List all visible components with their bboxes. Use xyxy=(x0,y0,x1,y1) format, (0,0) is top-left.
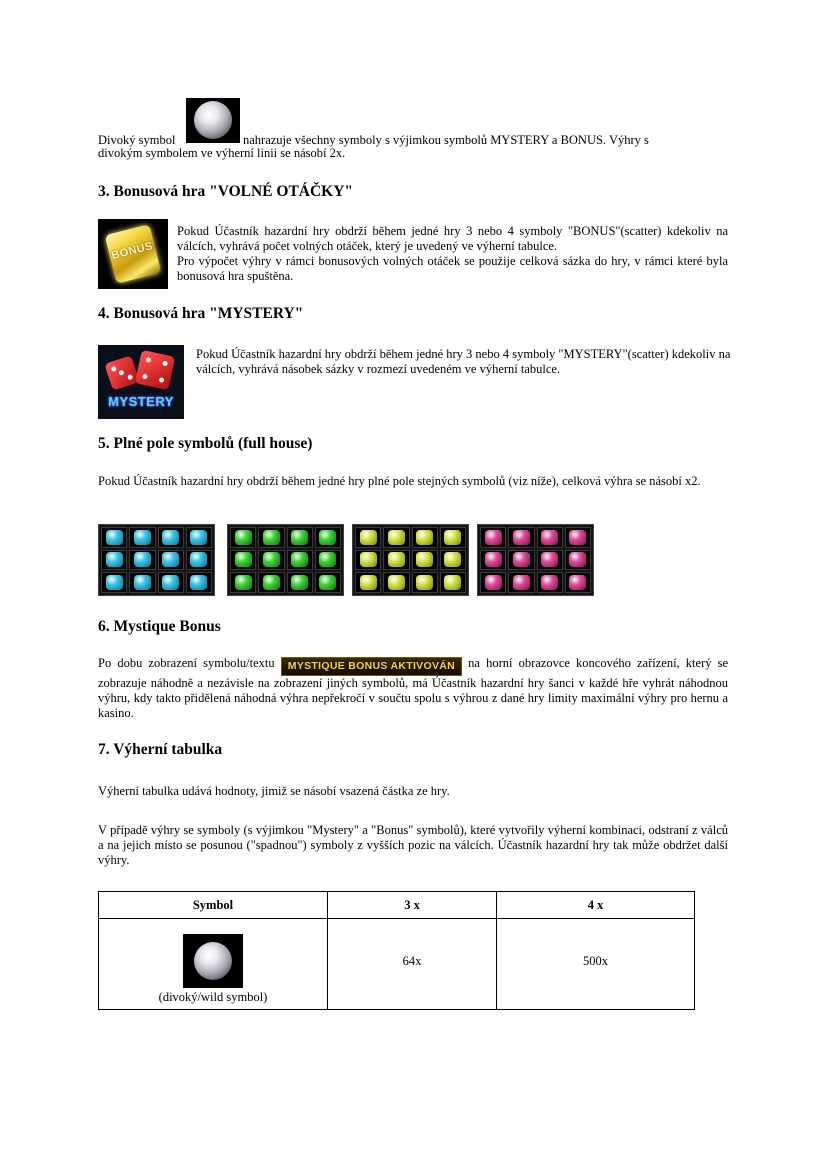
wild-suffix: nahrazuje všechny symboly s výjimkou symbolů MYSTERY a BONUS. Výhry s xyxy=(243,133,649,147)
gem-icon xyxy=(485,575,502,590)
value-4x: 500x xyxy=(497,919,695,1010)
gem-icon xyxy=(106,575,123,590)
gem-icon xyxy=(263,530,280,545)
gem-icon xyxy=(444,575,461,590)
gem-cell xyxy=(101,550,127,571)
blue-gem-grid xyxy=(98,524,215,596)
gem-cell xyxy=(440,550,466,571)
gem-icon xyxy=(569,552,586,567)
section3-heading: 3. Bonusová hra "VOLNÉ OTÁČKY" xyxy=(98,183,354,200)
gem-cell xyxy=(565,572,591,593)
gem-icon xyxy=(134,530,151,545)
gem-icon xyxy=(541,530,558,545)
gem-cell xyxy=(440,572,466,593)
gem-icon xyxy=(360,530,377,545)
gem-cell xyxy=(565,527,591,548)
mystery-image-text: MYSTERY xyxy=(108,394,174,409)
pink-gem-grid xyxy=(477,524,594,596)
gem-icon xyxy=(106,552,123,567)
section6-prefix: Po dobu zobrazení symbolu/textu xyxy=(98,656,275,670)
section6-suffix: na horní obrazovce koncového zařízení, který se zobrazuje náhodně a nezávisle na zobrazení jiných symbolů, má Účastník hazardní hry šanci v každé hře vyhrát náhodnou výhru, kdy takto přidělená náhodná výhra nepřekročí v součtu spolu s výhrou z dané hry limity maximální výhry pro hernu a kasino. xyxy=(98,656,729,720)
paytable xyxy=(98,891,695,1010)
section3-paragraph1: Pokud Účastník hazardní hry obdrží během jedné hry 3 nebo 4 symboly "BONUS"(scatter) kdekoliv na válcích, vyhrává počet volných otáček, který je uvedený ve výherní tabulce. xyxy=(177,224,728,253)
bonus-image-text: BONUS xyxy=(110,240,155,263)
gem-icon xyxy=(291,552,308,567)
diamond-icon xyxy=(186,98,240,143)
gem-icon xyxy=(541,552,558,567)
symbol-caption: (divoký/wild symbol) xyxy=(158,990,268,1004)
gem-icon xyxy=(319,530,336,545)
gem-cell xyxy=(287,572,313,593)
gem-cell xyxy=(186,572,212,593)
gem-icon xyxy=(485,552,502,567)
gem-cell xyxy=(383,550,409,571)
section4-heading: 4. Bonusová hra "MYSTERY" xyxy=(98,305,304,322)
gem-icon xyxy=(291,575,308,590)
gem-cell xyxy=(315,550,341,571)
gem-cell xyxy=(412,527,438,548)
section6-paragraph xyxy=(98,656,728,721)
gem-cell xyxy=(537,527,563,548)
gem-icon xyxy=(513,552,530,567)
gem-icon xyxy=(388,575,405,590)
gem-cell xyxy=(480,527,506,548)
gem-cell xyxy=(129,550,155,571)
section5-paragraph: Pokud Účastník hazardní hry obdrží během jedné hry plné pole stejných symbolů (viz níže), celková výhra se násobí x2. xyxy=(98,474,701,488)
section3-paragraph2: Pro výpočet výhry v rámci bonusových volných otáček se použije celková sázka do hry, v rámci které byla bonusová hra spuštěna. xyxy=(177,254,728,283)
header-symbol: Symbol xyxy=(99,892,328,919)
gem-cell xyxy=(230,550,256,571)
section4-paragraph: Pokud Účastník hazardní hry obdrží během jedné hry 3 nebo 4 symboly "MYSTERY"(scatter) kdekoliv na válcích, vyhrává násobek sázky v rozmezí uvedeném ve výherní tabulce. xyxy=(196,347,731,376)
gem-cell xyxy=(480,550,506,571)
gem-icon xyxy=(416,575,433,590)
gem-cell xyxy=(537,572,563,593)
section6-heading: 6. Mystique Bonus xyxy=(98,618,221,635)
section5-heading: 5. Plné pole symbolů (full house) xyxy=(98,435,313,452)
gem-icon xyxy=(513,530,530,545)
gem-cell xyxy=(101,527,127,548)
gem-cell xyxy=(508,572,534,593)
gem-cell xyxy=(355,572,381,593)
gem-icon xyxy=(190,552,207,567)
gem-icon xyxy=(263,575,280,590)
gem-icon xyxy=(190,575,207,590)
gem-icon xyxy=(235,530,252,545)
gem-cell xyxy=(383,572,409,593)
gem-icon xyxy=(235,552,252,567)
paytable-header-row xyxy=(99,892,695,919)
gem-icon xyxy=(569,530,586,545)
yellow-gem-grid xyxy=(352,524,469,596)
gem-cell xyxy=(412,550,438,571)
gem-cell xyxy=(412,572,438,593)
gem-cell xyxy=(565,550,591,571)
gem-cell xyxy=(508,527,534,548)
gem-icon xyxy=(485,530,502,545)
gem-icon xyxy=(513,575,530,590)
section7-paragraph2: V případě výhry se symboly (s výjimkou "Mystery" a "Bonus" symbolů), které vytvořily výherní kombinaci, odstraní z válců a na jejich místo se posunou ("spadnou") symboly z vyšších pozic na válcích. Účastník hazardní hry tak může obdržet další výhry. xyxy=(98,823,728,867)
gem-cell xyxy=(508,550,534,571)
gem-cell xyxy=(355,550,381,571)
gem-cell xyxy=(287,527,313,548)
section3-text xyxy=(177,224,728,284)
gem-icon xyxy=(444,530,461,545)
symbol-cell xyxy=(99,919,328,1010)
mystery-symbol-image xyxy=(98,345,184,419)
gem-icon xyxy=(416,552,433,567)
gem-cell xyxy=(315,527,341,548)
gem-cell xyxy=(258,572,284,593)
gem-cell xyxy=(230,527,256,548)
table-row xyxy=(99,919,695,1010)
gem-cell xyxy=(480,572,506,593)
gem-cell xyxy=(230,572,256,593)
gem-icon xyxy=(162,552,179,567)
gem-cell xyxy=(537,550,563,571)
gem-icon xyxy=(291,530,308,545)
gem-cell xyxy=(129,527,155,548)
header-4x: 4 x xyxy=(497,892,695,919)
gem-cell xyxy=(315,572,341,593)
gem-icon xyxy=(388,530,405,545)
gem-icon xyxy=(106,530,123,545)
gem-cell xyxy=(158,527,184,548)
gem-icon xyxy=(388,552,405,567)
gem-cell xyxy=(158,572,184,593)
gem-icon xyxy=(319,552,336,567)
gem-cell xyxy=(186,527,212,548)
gem-icon xyxy=(134,552,151,567)
gem-cell xyxy=(101,572,127,593)
header-3x: 3 x xyxy=(328,892,497,919)
gem-cell xyxy=(129,572,155,593)
gem-icon xyxy=(162,575,179,590)
gem-cell xyxy=(258,550,284,571)
gem-cell xyxy=(258,527,284,548)
gem-icon xyxy=(360,575,377,590)
gem-icon xyxy=(444,552,461,567)
value-3x: 64x xyxy=(328,919,497,1010)
gem-cell xyxy=(440,527,466,548)
gem-icon xyxy=(235,575,252,590)
gem-icon xyxy=(190,530,207,545)
gem-icon xyxy=(319,575,336,590)
wild-prefix: Divoký symbol xyxy=(98,133,176,147)
wild-symbol-paragraph xyxy=(98,98,738,161)
section7-paragraph1: Výherní tabulka udává hodnoty, jimiž se násobí vsazená částka ze hry. xyxy=(98,784,450,798)
gem-icon xyxy=(569,575,586,590)
gem-icon xyxy=(360,552,377,567)
mystique-bonus-banner: MYSTIQUE BONUS AKTIVOVÁN xyxy=(281,657,462,676)
gem-cell xyxy=(186,550,212,571)
gem-icon xyxy=(162,530,179,545)
wild-line2: divokým symbolem ve výherní linii se násobí 2x. xyxy=(98,146,346,160)
gem-cell xyxy=(355,527,381,548)
diamond-icon xyxy=(183,934,243,988)
bonus-symbol-image xyxy=(98,219,168,289)
gem-cell xyxy=(158,550,184,571)
gem-icon xyxy=(134,575,151,590)
section7-heading: 7. Výherní tabulka xyxy=(98,741,223,758)
gem-icon xyxy=(263,552,280,567)
gem-icon xyxy=(541,575,558,590)
gem-cell xyxy=(287,550,313,571)
green-gem-grid xyxy=(227,524,344,596)
gem-icon xyxy=(416,530,433,545)
gem-cell xyxy=(383,527,409,548)
